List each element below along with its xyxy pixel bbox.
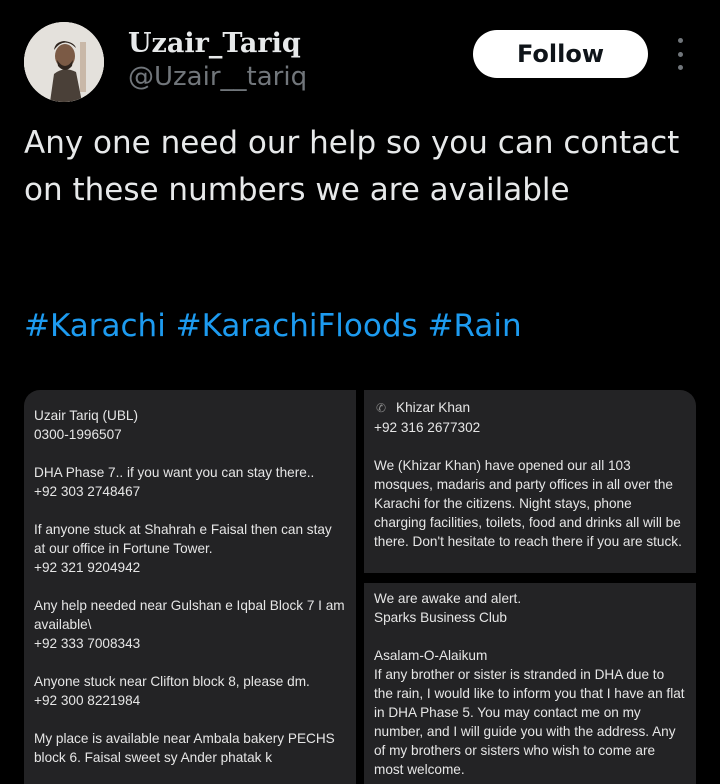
display-name[interactable]: Uzair_Tariq	[128, 28, 301, 59]
tweet-media[interactable]	[24, 390, 696, 784]
hashtag-link[interactable]: #KarachiFloods	[175, 308, 418, 344]
media-image-right-bottom[interactable]	[364, 583, 696, 784]
contact-entry: If anyone stuck at Shahrah e Faisal then can stay at our office in Fortune Tower. +92 321 9204942	[34, 522, 332, 575]
contact-entry: DHA Phase 7.. if you want you can stay there.. +92 303 2748467	[34, 465, 315, 499]
user-handle[interactable]: @Uzair__tariq	[128, 62, 308, 92]
contact-entry: Uzair Tariq (UBL) 0300-1996507	[34, 408, 138, 442]
hashtag-link[interactable]: #Rain	[427, 308, 522, 344]
contact-phone: +92 316 2677302	[374, 420, 481, 435]
profile-photo-icon	[24, 22, 104, 102]
media-image-right-top[interactable]	[364, 390, 696, 573]
phone-icon: ✆	[376, 401, 387, 415]
hashtag-row	[24, 308, 522, 344]
more-options-icon[interactable]	[668, 38, 692, 70]
contact-entry: My place is available near Ambala bakery PECHS block 6. Faisal sweet sy Ander phatak k	[34, 731, 335, 765]
hashtag-link[interactable]: #Karachi	[24, 308, 166, 344]
contact-entry: Any help needed near Gulshan e Iqbal Block 7 I am available\ +92 333 7008343	[34, 598, 345, 651]
contact-message: Asalam-O-Alaikum If any brother or sister is stranded in DHA due to the rain, I would like to inform you that I have an flat in DHA Phase 5. You may contact me on my number, and I will guide you with the address. Any of my brothers or sisters who wish to come are most welcome.	[374, 648, 685, 777]
contact-message: We (Khizar Khan) have opened our all 103 mosques, madaris and party offices in all over the Karachi for the citizens. Night stays, phone charging facilities, toilets, food and drinks all will be there. Don't hesitate to reach there if you are stuck.	[374, 458, 682, 549]
follow-button[interactable]: Follow	[473, 30, 648, 78]
contact-name: ✆ Khizar Khan	[374, 398, 686, 418]
avatar[interactable]	[24, 22, 104, 102]
contact-entry: Anyone stuck near Clifton block 8, please dm. +92 300 8221984	[34, 674, 310, 708]
media-image-left[interactable]	[24, 390, 356, 784]
contact-header: We are awake and alert. Sparks Business Club	[374, 591, 522, 625]
tweet-text: Any one need our help so you can contact on these numbers we are available	[24, 125, 680, 208]
